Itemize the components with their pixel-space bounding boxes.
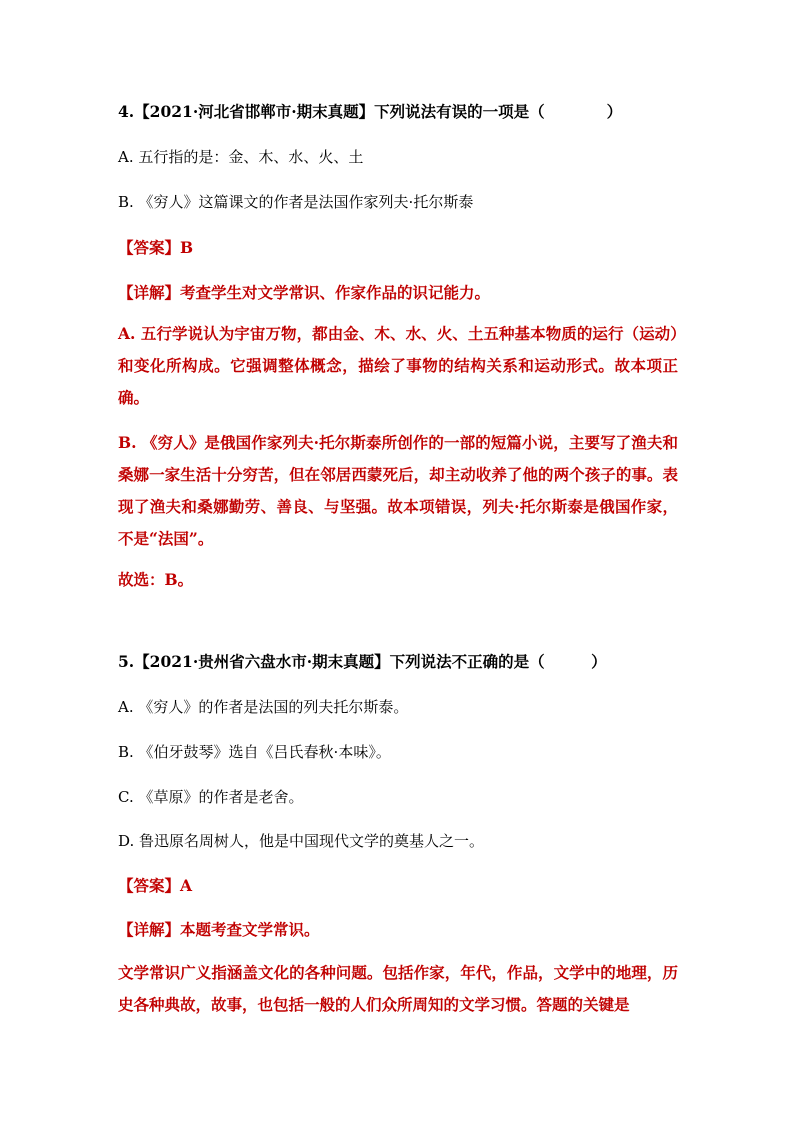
- question-5-title: 5.【2021·贵州省六盘水市·期末真题】下列说法不正确的是（ ）: [118, 652, 607, 671]
- question-4-answer: 【答案】B: [118, 238, 194, 257]
- question-4-title: 4.【2021·河北省邯郸市·期末真题】下列说法有误的一项是（ ）: [118, 102, 623, 121]
- question-5-detail: 【详解】本题考查文学常识。: [118, 920, 320, 939]
- question-5-option-a: A. 《穷人》的作者是法国的列夫托尔斯泰。: [118, 698, 409, 716]
- question-5-option-b: B. 《伯牙鼓琴》选自《吕氏春秋·本味》。: [118, 743, 391, 761]
- question-4-explanation-a: A. 五行学说认为宇宙万物，都由金、木、水、火、土五种基本物质的运行（运动）和变化所构成。它强调整体概念，描绘了事物的结构关系和运动形式。故本项正确。: [118, 324, 678, 407]
- question-4-detail: 【详解】考查学生对文学常识、作家作品的识记能力。: [118, 283, 491, 302]
- question-4-conclusion: 故选：B。: [118, 570, 194, 589]
- question-4-explanation-b: B. 《穷人》是俄国作家列夫·托尔斯泰所创作的一部的短篇小说，主要写了渔夫和桑娜一家生活十分穷苦，但在邻居西蒙死后，却主动收养了他的两个孩子的事。表现了渔夫和桑娜勤劳、善良、与坚强。故本项错误，列夫·托尔斯泰是俄国作家，不是“法国”。: [118, 433, 678, 548]
- question-5-option-c: C. 《草原》的作者是老舍。: [118, 788, 304, 806]
- question-4-option-a: A. 五行指的是：金、木、水、火、土: [118, 148, 364, 166]
- question-5-explanation: 文学常识广义指涵盖文化的各种问题。包括作家，年代，作品，文学中的地理，历史各种典故，故事，也包括一般的人们众所周知的文学习惯。答题的关键是: [118, 963, 678, 1014]
- question-4-option-b: B. 《穷人》这篇课文的作者是法国作家列夫·托尔斯泰: [118, 193, 474, 211]
- question-5-answer: 【答案】A: [118, 876, 193, 895]
- question-5-option-d: D. 鲁迅原名周树人，他是中国现代文学的奠基人之一。: [118, 832, 485, 850]
